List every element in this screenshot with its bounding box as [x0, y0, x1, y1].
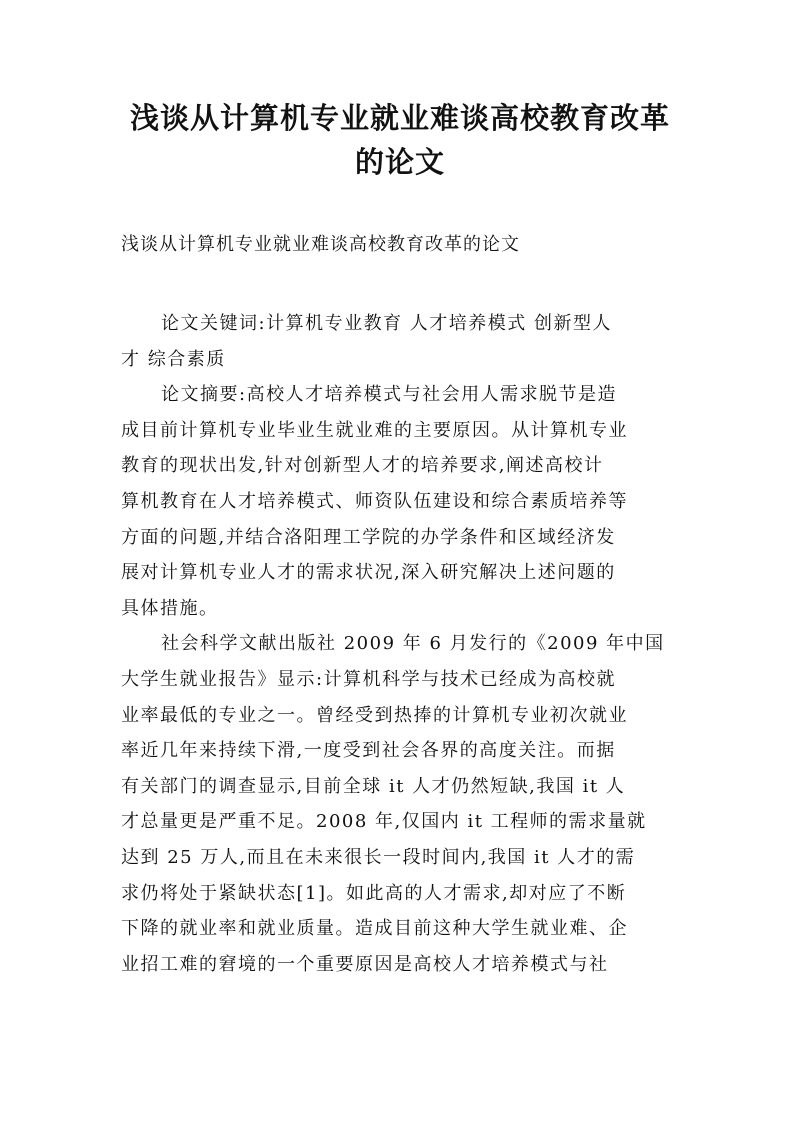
text-line: 算机教育在人才培养模式、师资队伍建设和综合素质培养等: [121, 490, 628, 512]
document-subtitle: 浅谈从计算机专业就业难谈高校教育改革的论文: [121, 234, 520, 255]
document-body: [121, 306, 681, 982]
text-line: 论文关键词:计算机专业教育 人才培养模式 创新型人: [161, 313, 613, 334]
text-line: 展对计算机专业人才的需求状况,深入研究解决上述问题的: [121, 562, 616, 584]
text-line: 大学生就业报告》显示:计算机科学与技术已经成为高校就: [121, 668, 617, 690]
text-line: 才总量更是严重不足。2008 年,仅国内 it 工程师的需求量就: [121, 811, 647, 833]
text-line: 社会科学文献出版社 2009 年 6 月发行的《2009 年中国: [161, 633, 665, 655]
text-line: 论文摘要:高校人才培养模式与社会用人需求脱节是造: [161, 384, 618, 406]
title-line-2: 的论文: [354, 145, 445, 179]
text-line: 下降的就业率和就业质量。造成目前这种大学生就业难、企: [121, 918, 628, 940]
text-line: 业率最低的专业之一。曾经受到热捧的计算机专业初次就业: [121, 704, 628, 726]
title-line-1: 浅谈从计算机专业就业难谈高校教育改革: [129, 101, 670, 135]
text-line: 求仍将处于紧缺状态[1]。如此高的人才需求,却对应了不断: [121, 882, 627, 904]
text-line: 才 综合素质: [121, 348, 226, 370]
text-line: 教育的现状出发,针对创新型人才的培养要求,阐述高校计: [121, 455, 604, 477]
text-line: 有关部门的调查显示,目前全球 it 人才仍然短缺,我国 it 人: [121, 775, 626, 797]
text-line: 具体措施。: [121, 597, 219, 619]
text-line: 方面的问题,并结合洛阳理工学院的办学条件和区域经济发: [121, 526, 616, 548]
text-line: 成目前计算机专业毕业生就业难的主要原因。从计算机专业: [121, 419, 628, 441]
text-line: 率近几年来持续下滑,一度受到社会各界的高度关注。而据: [121, 740, 616, 762]
text-line: 达到 25 万人,而且在未来很长一段时间内,我国 it 人才的需: [121, 846, 636, 868]
text-line: 业招工难的窘境的一个重要原因是高校人才培养模式与社: [121, 953, 609, 975]
document-title: [110, 96, 690, 184]
